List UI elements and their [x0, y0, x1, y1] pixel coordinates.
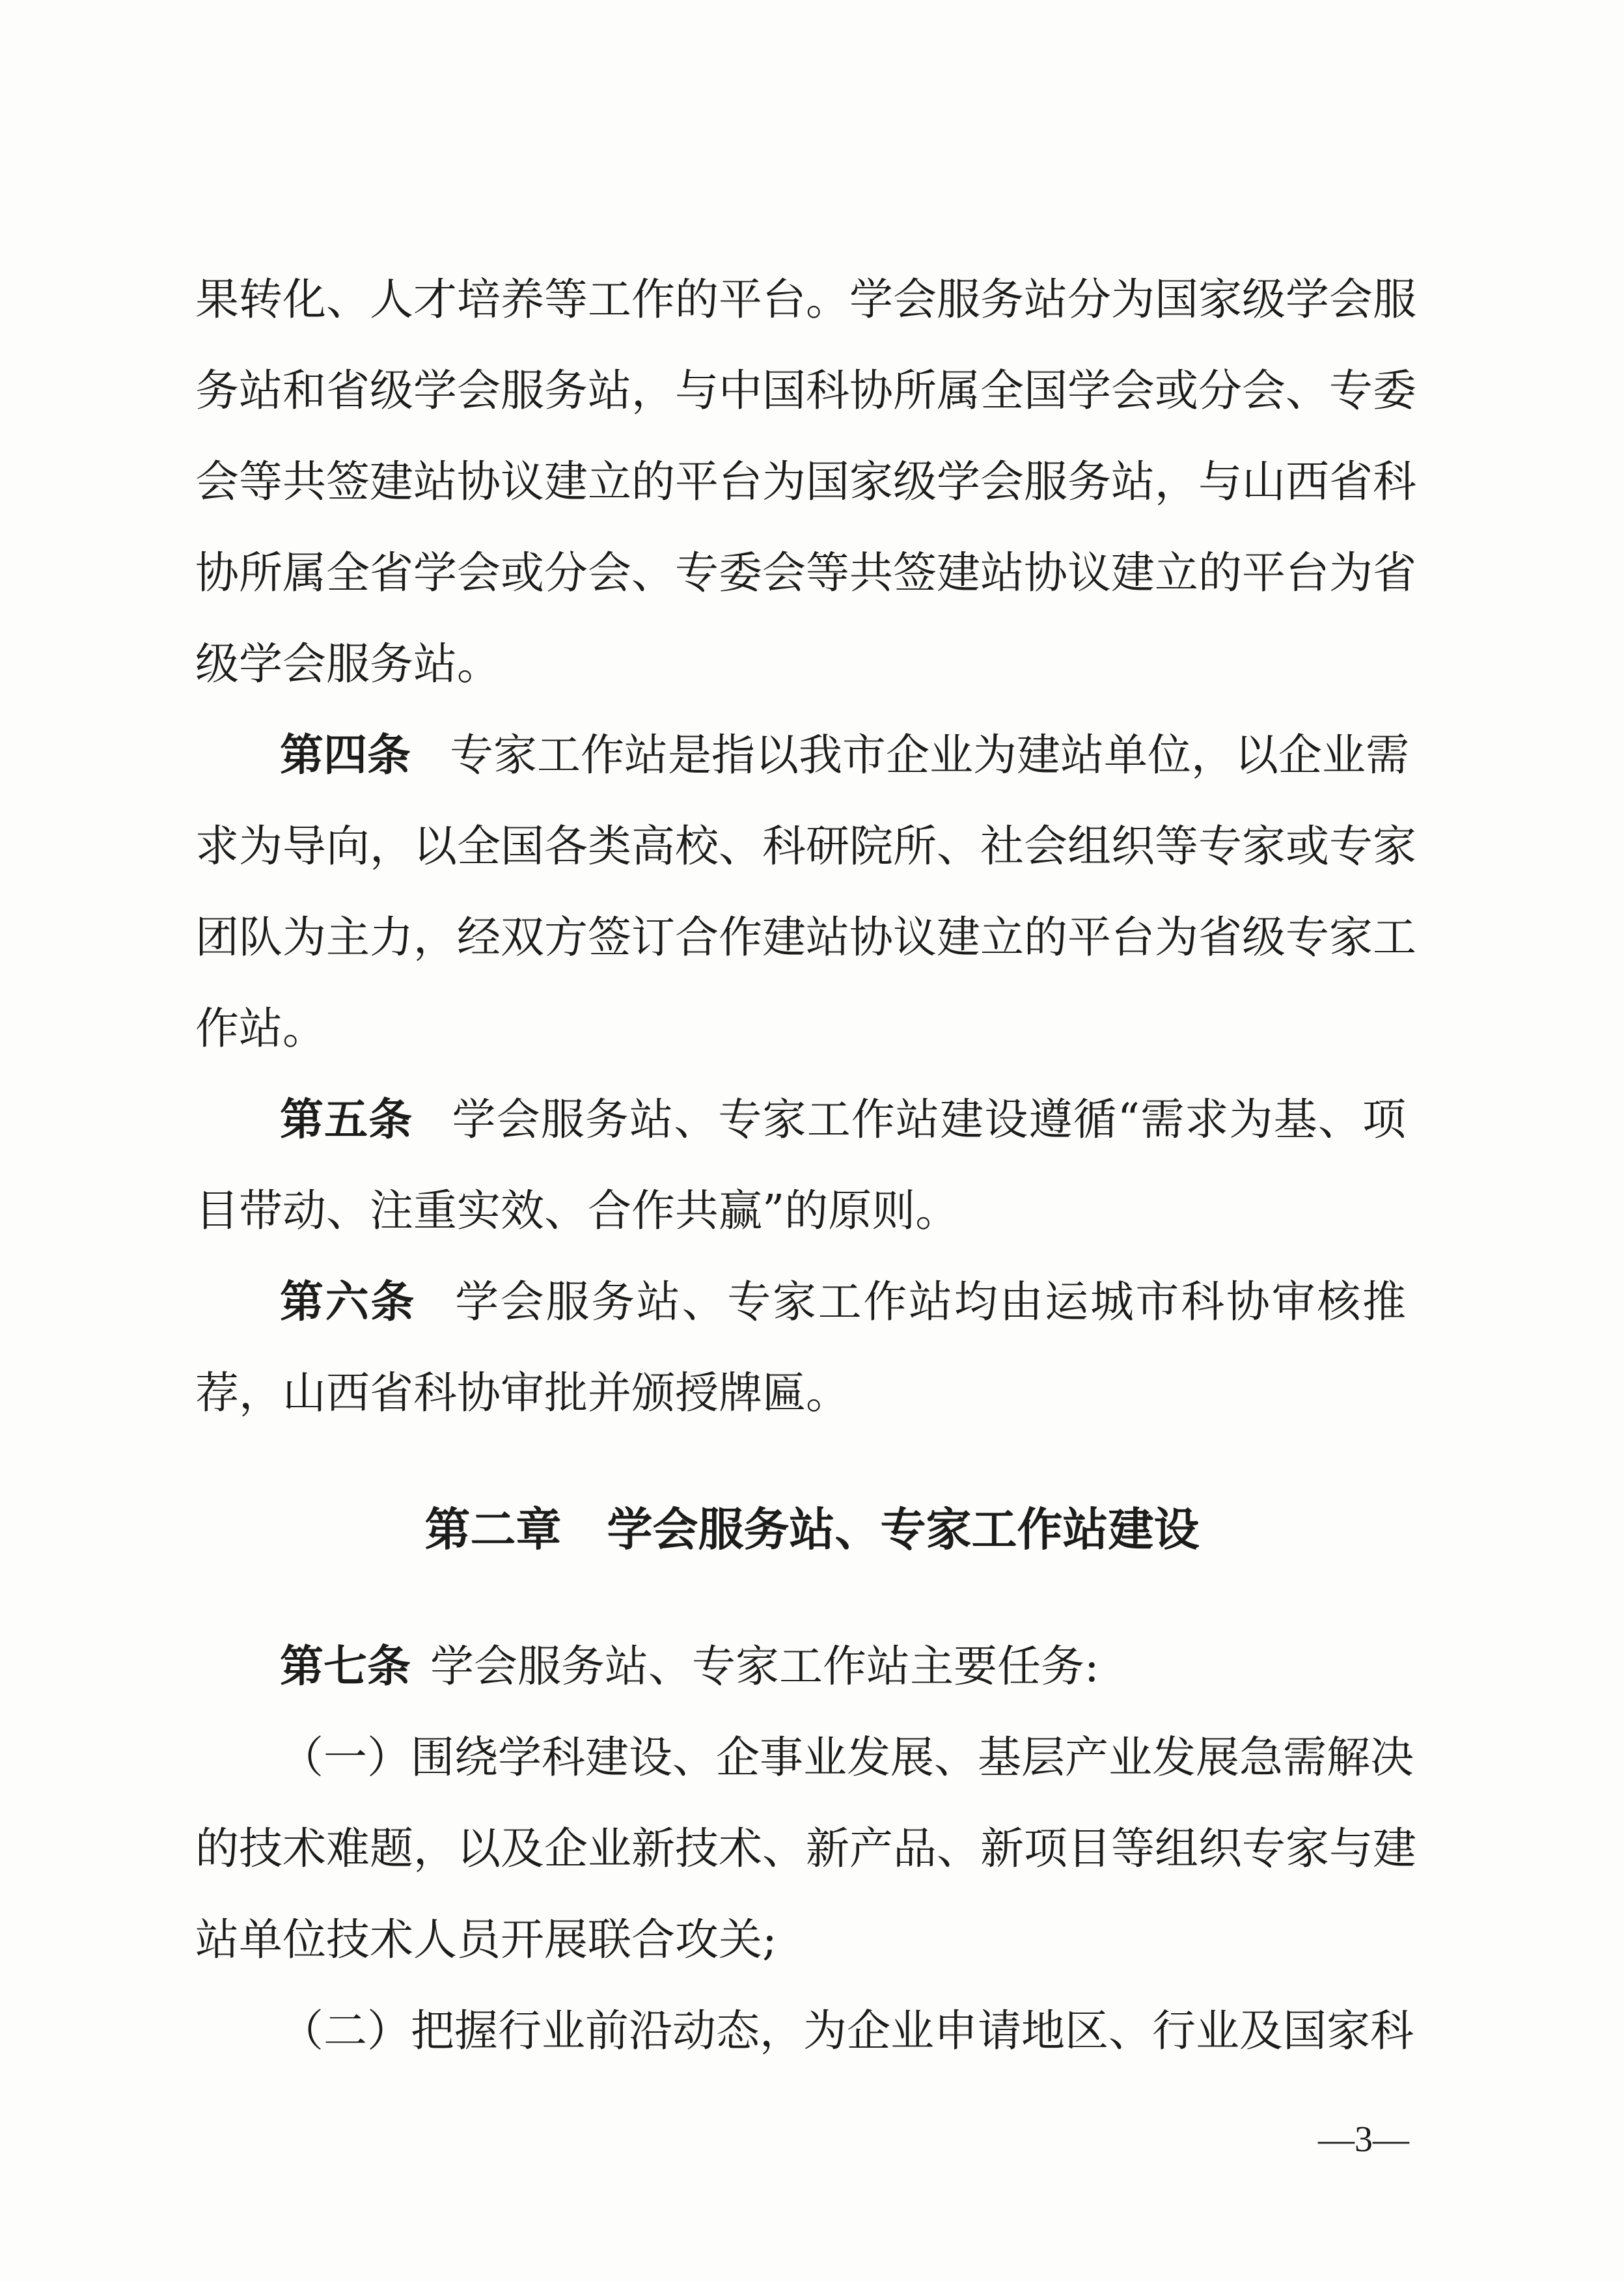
paragraph-line: 荐，山西省科协审批并颁授牌匾。 [195, 1368, 849, 1418]
chapter-heading [0, 1494, 1624, 1565]
list-item-1-first-line: （一）围绕学科建设、企事业发展、基层产业发展急需解决 [280, 1732, 1414, 1783]
page-number: —3— [1318, 2119, 1409, 2160]
article-5-first-line [280, 1084, 1406, 1155]
paragraph-line: 会等共签建站协议建立的平台为国家级学会服务站，与山西省科 [195, 456, 1416, 507]
article-5-text: 学会服务站、专家工作站建设遵循“需求为基、项 [452, 1094, 1406, 1145]
paragraph-line: 求为导向，以全国各类高校、科研院所、社会组织等专家或专家 [195, 821, 1416, 872]
paragraph-line: 级学会服务站。 [195, 639, 501, 689]
article-7-text: 学会服务站、专家工作站主要任务: [430, 1641, 1099, 1692]
paragraph-line: 协所属全省学会或分会、专委会等共签建站协议建立的平台为省 [195, 547, 1416, 598]
article-4-first-line [280, 719, 1409, 791]
article-7-first-line [280, 1630, 1406, 1702]
chapter-number: 第二章 [424, 1503, 562, 1556]
paragraph-line: 目带动、注重实效、合作共赢”的原则。 [195, 1185, 959, 1236]
paragraph-line: 站单位技术人员开展联合攻关; [195, 1914, 777, 1965]
chapter-title: 学会服务站、专家工作站建设 [607, 1503, 1200, 1556]
article-6-label: 第六条 [280, 1276, 417, 1327]
paragraph-line: 务站和省级学会服务站，与中国科协所属全国学会或分会、专委 [195, 365, 1416, 416]
paragraph-line: 团队为主力，经双方签订合作建站协议建立的平台为省级专家工 [195, 912, 1416, 963]
list-item-2-first-line: （二）把握行业前沿动态，为企业申请地区、行业及国家科 [280, 2005, 1414, 2056]
article-4-label: 第四条 [280, 730, 411, 780]
article-5-label: 第五条 [280, 1094, 413, 1145]
article-7-label: 第七条 [280, 1641, 411, 1692]
paragraph-line: 作站。 [195, 1003, 326, 1054]
paragraph-line: 的技术难题，以及企业新技术、新产品、新项目等组织专家与建 [195, 1823, 1416, 1874]
article-6-first-line [280, 1266, 1406, 1338]
paragraph-line: 果转化、人才培养等工作的平台。学会服务站分为国家级学会服 [195, 274, 1416, 325]
article-4-text: 专家工作站是指以我市企业为建站单位，以企业需 [450, 730, 1409, 780]
article-6-text: 学会服务站、专家工作站均由运城市科协审核推 [455, 1276, 1407, 1327]
